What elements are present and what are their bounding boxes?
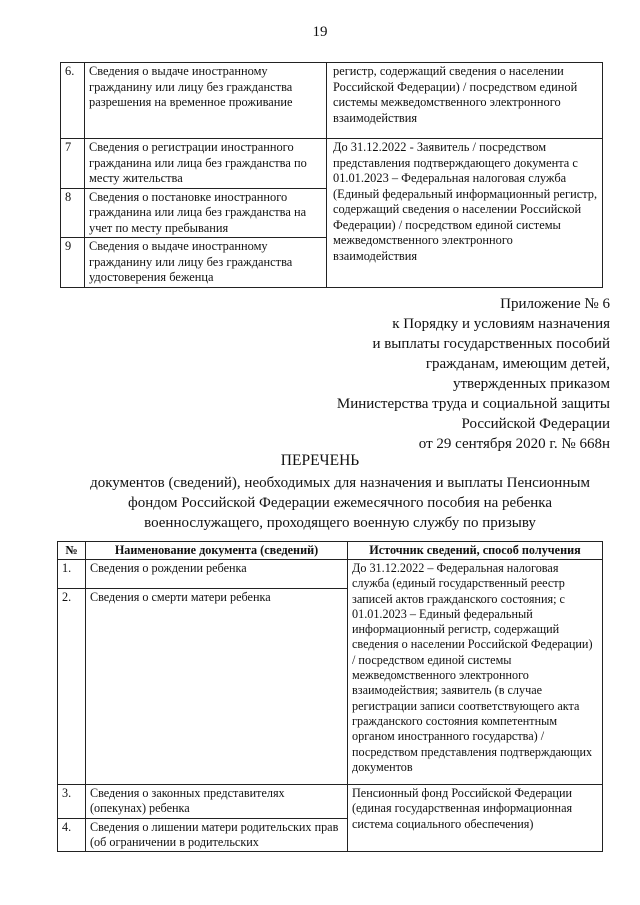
appendix-line: Министерства труда и социальной защиты [336,396,610,412]
appendix-line: от 29 сентября 2020 г. № 668н [418,436,610,452]
documents-table [57,541,603,852]
document-name: Сведения о выдаче иностранному гражданину или лицу без гражданства разрешения на временное проживание [85,63,327,139]
row-number: 9 [61,238,85,288]
document-name: Сведения о постановке иностранного гражданина или лица без гражданства на учет по месту пребывания [85,188,327,238]
document-name: Сведения о смерти матери ребенка [86,589,348,785]
table-row [58,785,603,819]
document-name: Сведения о законных представителях (опекунах) ребенка [86,785,348,819]
list-heading: ПЕРЕЧЕНЬ [280,452,360,469]
document-name: Сведения о регистрации иностранного гражданина или лица без гражданства по месту жительства [85,139,327,189]
row-number: 3. [58,785,86,819]
document-name: Сведения о рождении ребенка [86,560,348,589]
source-cell: До 31.12.2022 - Заявитель / посредством представления подтверждающего документа с 01.01.2023 – Федеральная налоговая служба (Единый федеральный информационный регистр, содержащий сведения о населении Российской Федерации) / посредством единой системы межведомственного электронного взаимодействия [327,139,603,288]
table-header-row [58,542,603,560]
header-source: Источник сведений, способ получения [348,542,603,560]
appendix-header [290,294,610,454]
appendix-line: гражданам, имеющим детей, [425,356,610,372]
page-number: 19 [312,24,328,40]
row-number: 8 [61,188,85,238]
source-cell: Пенсионный фонд Российской Федерации (единая государственная информационная система социального обеспечения) [348,785,603,852]
document-name: Сведения о лишении матери родительских прав (об ограничении в родительских [86,818,348,852]
table-row [61,139,603,189]
document-name: Сведения о выдаче иностранному гражданину или лицу без гражданства удостоверения беженца [85,238,327,288]
row-number: 6. [61,63,85,139]
source-cell: регистр, содержащий сведения о населении Российской Федерации) / посредством единой системы межведомственного электронного взаимодействия [327,63,603,139]
table-row [61,63,603,139]
header-number: № [58,542,86,560]
appendix-line: Приложение № 6 [500,296,610,312]
table-row [58,560,603,589]
appendix-line: к Порядку и условиям назначения [392,316,610,332]
row-number: 4. [58,818,86,852]
header-document-name: Наименование документа (сведений) [86,542,348,560]
row-number: 2. [58,589,86,785]
row-number: 7 [61,139,85,189]
source-cell: До 31.12.2022 – Федеральная налоговая служба (единый государственный реестр записей актов гражданского состояния; с 01.01.2023 – Единый федеральный информационный регистр, содержащий сведения о населении Российской Федерации) / посредством единой системы межведомственного электронного взаимодействия; заявитель (в случае регистрации записи соответствующего акта гражданского состояния компетентным органом иностранного государства) / посредством представления подтверждающих документов [348,560,603,785]
row-number: 1. [58,560,86,589]
list-subheading: документов (сведений), необходимых для назначения и выплаты Пенсионным фондом Российской Федерации ежемесячного пособия на ребенка военнослужащего, проходящего военную службу по призыву [90,475,590,531]
continued-documents-table [60,62,603,288]
appendix-line: Российской Федерации [461,416,610,432]
appendix-line: и выплаты государственных пособий [372,336,610,352]
appendix-line: утвержденных приказом [452,376,610,392]
